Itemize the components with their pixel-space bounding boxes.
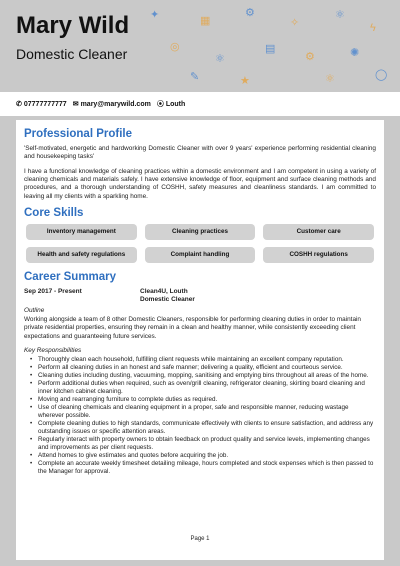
email-contact[interactable] <box>73 100 151 108</box>
skill-pill: Complaint handling <box>145 247 256 263</box>
pencil-icon: ✎ <box>190 71 200 83</box>
list-item: • Moving and rearranging furniture to complete duties as required. <box>28 396 376 404</box>
location-pin-icon: ⦿ <box>156 101 164 108</box>
lightbulb-icon: ✺ <box>350 47 360 59</box>
phone-icon: ✆ <box>16 101 22 108</box>
skill-pill: Cleaning practices <box>145 224 256 240</box>
chart-icon: ▦ <box>200 15 211 27</box>
skill-pill: Inventory management <box>26 224 137 240</box>
cv-page <box>16 120 384 560</box>
outline-label: Outline <box>24 306 45 314</box>
skills-grid <box>26 224 374 263</box>
list-item: • Regularly interact with property owners to obtain feedback on product quality and service levels, implementing changes and improvements as per client requests. <box>28 436 376 452</box>
skills-heading: Core Skills <box>24 206 84 219</box>
career-heading: Career Summary <box>24 270 117 283</box>
lightbulb-icon: ✦ <box>150 9 160 21</box>
phone-contact <box>16 100 67 108</box>
page-number: Page 1 <box>190 536 210 542</box>
target-icon: ◎ <box>170 41 180 53</box>
responsibilities-label: Key Responsibilities <box>24 346 82 354</box>
envelope-icon: ✉ <box>72 101 79 108</box>
clipboard-icon: ▤ <box>265 43 276 55</box>
profile-heading: Professional Profile <box>24 128 133 140</box>
responsibilities-list <box>28 356 376 477</box>
atom-icon: ⚛ <box>325 73 335 85</box>
job-employer-block <box>140 288 195 305</box>
profile-summary: 'Self-motivated, energetic and hardworking Domestic Cleaner with over 9 years' experience performing residential cleaning and housekeeping tasks' <box>24 145 376 161</box>
skill-pill: Health and safety regulations <box>26 247 137 263</box>
job-title: Domestic Cleaner <box>140 296 195 304</box>
header-banner <box>0 0 400 92</box>
candidate-role: Domestic Cleaner <box>16 46 128 62</box>
list-item: • Attend homes to give estimates and quotes before acquiring the job. <box>28 452 376 460</box>
atom-icon: ⚛ <box>335 9 345 21</box>
gear-icon: ⚙ <box>245 7 255 19</box>
job-header <box>24 288 376 305</box>
location-text: Louth <box>165 100 186 108</box>
gear-icon: ⚙ <box>305 51 315 63</box>
lightning-icon: ϟ <box>370 22 376 34</box>
location-contact <box>157 99 185 109</box>
skill-pill: Customer care <box>263 224 374 240</box>
star-icon: ✧ <box>290 17 300 29</box>
job-employer: Clean4U, Louth <box>140 287 188 295</box>
list-item: • Perform all cleaning duties in an honest and safe manner; delivering a quality, efficient and courteous service. <box>28 364 376 372</box>
email-address[interactable]: mary@marywild.com <box>80 100 151 108</box>
profile-paragraph: I have a functional knowledge of cleaning practices within a domestic environment and I am competent in using a variety of cleaning chemicals and materials safely. I have extensive knowledge of floor, equipment and surface cleaning methods and procedures, and a thorough understanding of COSHH, safety measures and cleanliness standards. I am committed to leaving all my clients with a sparkling home. <box>24 167 376 200</box>
atom-icon: ⚛ <box>215 53 225 65</box>
skill-pill: COSHH regulations <box>263 247 374 263</box>
list-item: • Use of cleaning chemicals and cleaning equipment in a proper, safe and responsible manner, reducing wastage wherever possible. <box>28 404 376 420</box>
list-item: • Complete an accurate weekly timesheet detailing mileage, hours completed and stock expenses which is then passed to the Manager for approval. <box>28 460 376 476</box>
star-icon: ★ <box>240 75 250 87</box>
list-item: • Cleaning duties including dusting, vacuuming, mopping, sanitising and emptying bins throughout all areas of the home. <box>28 372 376 380</box>
phone-number: 07777777777 <box>23 100 67 108</box>
job-outline: Working alongside a team of 8 other Domestic Cleaners, responsible for performing cleaning duties in order to maintain private residential properties, ensuring they remain in a clean and healthy manner, while consistently exceeding client expectations and guaranteeing future services. <box>24 315 361 340</box>
candidate-name: Mary Wild <box>16 12 130 39</box>
list-item: • Thoroughly clean each household, fulfilling client requests while maintaining an excellent company reputation. <box>28 356 376 364</box>
contact-bar <box>0 92 400 116</box>
circle-icon: ◯ <box>375 69 388 81</box>
list-item: • Perform additional duties when required, such as oven/grill cleaning, refrigerator cleaning, skirting board cleaning and inner kitchen cabinet cleaning. <box>28 380 376 396</box>
list-item: • Complete cleaning duties to high standards, communicate effectively with clients to ensure satisfaction, and address any outstanding issues or specific attention areas. <box>28 420 376 436</box>
job-dates: Sep 2017 - Present <box>24 287 82 295</box>
